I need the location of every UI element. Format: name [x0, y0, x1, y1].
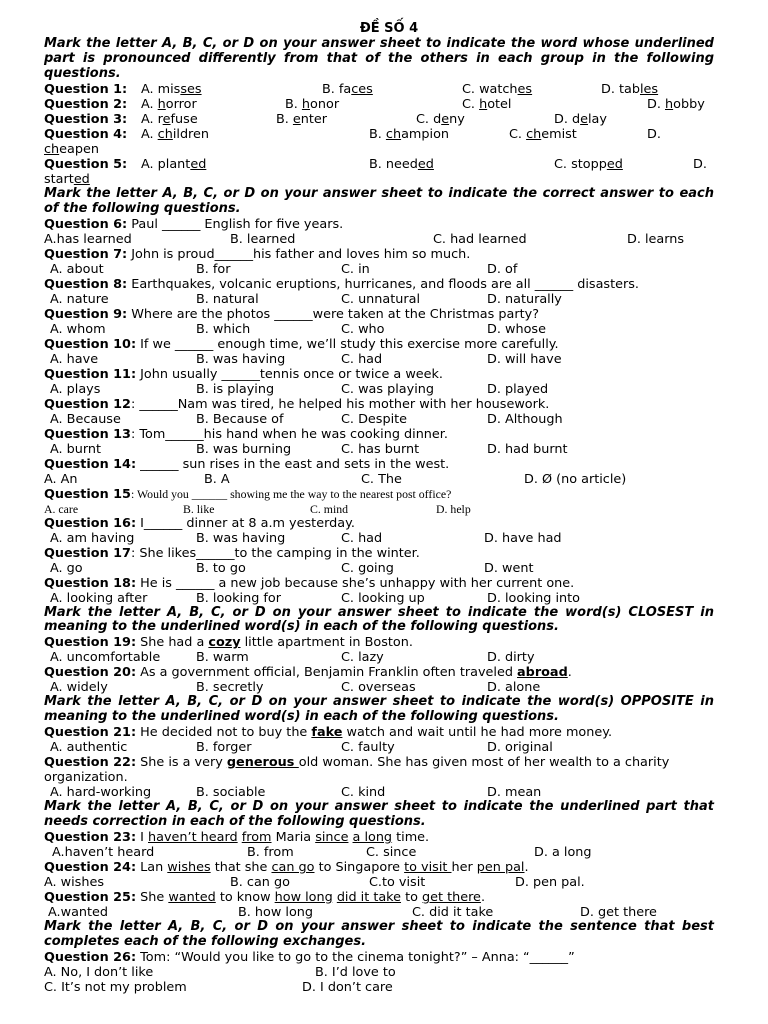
option-b[interactable]: B. A: [204, 471, 230, 487]
option-a[interactable]: A. Because: [50, 411, 121, 427]
option-c[interactable]: C. had: [341, 351, 383, 367]
option-b[interactable]: B. I’d love to: [315, 964, 396, 980]
option-b[interactable]: B. how long: [238, 904, 314, 920]
option-d[interactable]: D. original: [487, 740, 553, 756]
section-4-instruction: Mark the letter A, B, C, or D on your answer sheet to indicate the word(s) OPPOSITE in meaning to the underlined word(s) in each of the following questions.: [44, 694, 714, 725]
option-c[interactable]: C. mind: [310, 501, 349, 516]
option-d[interactable]: D. help: [436, 501, 471, 516]
question-22-stem: Question 22: She is a very generous old woman. She has given most of her wealth to a charity organization.: [44, 755, 670, 786]
option-a[interactable]: A. horror: [141, 96, 197, 112]
question-15-stem: Question 15: Would you ______ showing me the way to the nearest post office?: [44, 486, 452, 502]
option-c[interactable]: C. faulty: [341, 740, 395, 756]
question-8-options: [44, 292, 714, 307]
question-12-stem: Question 12: ______Nam was tired, he helped his mother with her housework.: [44, 396, 550, 412]
option-b[interactable]: B. sociable: [196, 785, 266, 801]
question-26-options-1: [44, 965, 714, 980]
option-a[interactable]: A. nature: [50, 291, 109, 307]
option-d[interactable]: D. had burnt: [487, 441, 568, 457]
option-c[interactable]: C. lazy: [341, 650, 384, 666]
question-5-wrap: started: [44, 171, 90, 187]
option-d[interactable]: D. a long: [534, 844, 592, 860]
section-5-instruction: Mark the letter A, B, C, or D on your answer sheet to indicate the underlined part that needs correction in each of the following questions.: [44, 799, 714, 830]
option-b[interactable]: B. was burning: [196, 441, 292, 457]
option-b[interactable]: B. needed: [369, 156, 434, 172]
option-a[interactable]: A. planted: [141, 156, 207, 172]
question-11-stem: Question 11: John usually ______tennis once or twice a week.: [44, 366, 444, 382]
option-b[interactable]: B. natural: [196, 291, 259, 307]
question-25-stem: Question 25: She wanted to know how long did it take to get there.: [44, 889, 486, 905]
question-16-options: [44, 531, 714, 546]
option-b[interactable]: B. honor: [285, 96, 340, 112]
option-a[interactable]: A.has learned: [44, 231, 132, 247]
option-b[interactable]: B. like: [183, 501, 215, 516]
question-25-options: [44, 905, 714, 920]
option-b[interactable]: B. was having: [196, 351, 286, 367]
option-b[interactable]: B. was having: [196, 530, 286, 546]
option-b[interactable]: B. can go: [230, 874, 290, 890]
option-d[interactable]: D. of: [487, 261, 518, 277]
option-d[interactable]: D. will have: [487, 351, 562, 367]
option-d[interactable]: D. get there: [580, 904, 657, 920]
question-19-options: [44, 650, 714, 665]
option-d[interactable]: D. mean: [487, 785, 542, 801]
question-20-options: [44, 680, 714, 695]
option-a[interactable]: A. care: [44, 501, 79, 516]
question-2: [44, 97, 714, 112]
option-c[interactable]: C. hotel: [462, 96, 512, 112]
question-1: [44, 82, 714, 97]
option-a[interactable]: A. An: [44, 471, 78, 487]
option-d[interactable]: D. learns: [627, 231, 685, 247]
option-d[interactable]: D. alone: [487, 680, 541, 696]
option-b[interactable]: B. which: [196, 321, 251, 337]
question-10-options: [44, 352, 714, 367]
question-19-stem: Question 19: She had a cozy little apartment in Boston.: [44, 635, 413, 651]
question-26-stem: Question 26: Tom: “Would you like to go to the cinema tonight?” – Anna: “______”: [44, 949, 575, 965]
option-a[interactable]: A. hard-working: [50, 785, 152, 801]
question-5: [44, 157, 714, 172]
option-a[interactable]: A. uncomfortable: [50, 650, 161, 666]
question-label: Question 4:: [44, 126, 128, 142]
option-a[interactable]: A. have: [50, 351, 99, 367]
option-d[interactable]: D. Ø (no article): [524, 471, 627, 487]
option-c[interactable]: C. kind: [341, 785, 386, 801]
option-b[interactable]: B. secretly: [196, 680, 264, 696]
question-9-stem: Question 9: Where are the photos ______were taken at the Christmas party?: [44, 306, 539, 322]
option-b[interactable]: B. looking for: [196, 590, 281, 606]
option-c[interactable]: C. had: [341, 530, 383, 546]
question-3: [44, 112, 714, 127]
option-c[interactable]: C. watches: [462, 81, 533, 97]
option-d[interactable]: D.: [693, 156, 707, 172]
option-c[interactable]: C. Despite: [341, 411, 408, 427]
question-label: Question 2:: [44, 96, 128, 112]
exam-document: [44, 20, 714, 995]
option-d[interactable]: D. naturally: [487, 291, 562, 307]
option-a[interactable]: A.haven’t heard: [52, 844, 155, 860]
question-14-stem: Question 14: ______ sun rises in the east and sets in the west.: [44, 456, 450, 472]
option-a[interactable]: A. am having: [50, 530, 135, 546]
question-15-options: [44, 502, 714, 516]
option-c[interactable]: C. overseas: [341, 680, 416, 696]
option-d[interactable]: D. played: [487, 381, 549, 397]
question-18-options: [44, 591, 714, 606]
option-b[interactable]: B. warm: [196, 650, 249, 666]
section-1-instruction: Mark the letter A, B, C, or D on your answer sheet to indicate the word whose underlined part is pronounced differently from that of the others in each group in the following questions.: [44, 36, 714, 81]
option-a[interactable]: A. about: [50, 261, 104, 277]
question-9-options: [44, 322, 714, 337]
question-6-options: [44, 232, 714, 247]
question-20-stem: Question 20: As a government official, Benjamin Franklin often traveled abroad.: [44, 665, 572, 681]
question-22-options: [44, 785, 714, 800]
option-a[interactable]: A. children: [141, 126, 210, 142]
option-d[interactable]: D. delay: [554, 111, 607, 127]
option-a[interactable]: A. go: [50, 560, 83, 576]
option-b[interactable]: B. learned: [230, 231, 296, 247]
option-b[interactable]: B. faces: [322, 81, 373, 97]
option-c[interactable]: C. going: [341, 560, 394, 576]
option-c[interactable]: C. It’s not my problem: [44, 979, 187, 995]
question-7-stem: Question 7: John is proud______his father and loves him so much.: [44, 246, 471, 262]
option-b[interactable]: B. forger: [196, 740, 252, 756]
question-21-options: [44, 740, 714, 755]
option-a[interactable]: A. whom: [50, 321, 106, 337]
question-23-stem: Question 23: I haven’t heard from Maria since a long time.: [44, 829, 430, 845]
option-b[interactable]: B. champion: [369, 126, 450, 142]
question-8-stem: Question 8: Earthquakes, volcanic eruptions, hurricanes, and floods are all ______ disasters.: [44, 276, 639, 292]
question-4: [44, 127, 714, 142]
option-b[interactable]: B. Because of: [196, 411, 284, 427]
option-a[interactable]: A. wishes: [44, 874, 105, 890]
option-b[interactable]: B. to go: [196, 560, 246, 576]
section-6-instruction: Mark the letter A, B, C, or D on your answer sheet to indicate the sentence that best completes each of the following exchanges.: [44, 918, 714, 949]
option-d[interactable]: D. tables: [601, 81, 659, 97]
question-label: Question 1:: [44, 81, 128, 97]
option-c[interactable]: C. did it take: [412, 904, 494, 920]
page-title: ĐỀ SỐ 4: [359, 21, 419, 36]
option-c[interactable]: C. unnatural: [341, 291, 421, 307]
option-b[interactable]: B. is playing: [196, 381, 275, 397]
option-a[interactable]: A. looking after: [50, 590, 148, 606]
question-4-wrap: cheapen: [44, 141, 99, 157]
question-23-options: [44, 845, 714, 860]
option-c[interactable]: C. The: [361, 471, 402, 487]
question-24-options: [44, 875, 714, 890]
option-a[interactable]: A. misses: [141, 81, 202, 97]
question-7-options: [44, 262, 714, 277]
option-a[interactable]: A. widely: [50, 680, 108, 696]
option-d[interactable]: D.: [647, 126, 661, 142]
question-11-options: [44, 382, 714, 397]
question-13-options: [44, 442, 714, 457]
option-c[interactable]: C. had learned: [433, 231, 527, 247]
option-c[interactable]: C. deny: [416, 111, 465, 127]
option-a[interactable]: A.wanted: [48, 904, 109, 920]
option-c[interactable]: C. in: [341, 261, 370, 277]
question-6-stem: Question 6: Paul ______ English for five years.: [44, 216, 344, 232]
option-d[interactable]: D. went: [484, 560, 534, 576]
option-c[interactable]: C. who: [341, 321, 385, 337]
question-17-options: [44, 561, 714, 576]
option-d[interactable]: D. I don’t care: [302, 979, 393, 995]
question-18-stem: Question 18: He is ______ a new job because she’s unhappy with her current one.: [44, 575, 575, 591]
question-17-stem: Question 17: She likes______to the camping in the winter.: [44, 545, 420, 561]
section-2-instruction: Mark the letter A, B, C, or D on your answer sheet to indicate the correct answer to each of the following questions.: [44, 185, 714, 216]
option-c[interactable]: C. has burnt: [341, 441, 420, 457]
option-b[interactable]: B. for: [196, 261, 231, 277]
option-c[interactable]: C. looking up: [341, 590, 425, 606]
question-12-options: [44, 412, 714, 427]
question-16-stem: Question 16: I______ dinner at 8 a.m yesterday.: [44, 515, 355, 531]
question-13-stem: Question 13: Tom______his hand when he was cooking dinner.: [44, 426, 448, 442]
option-a[interactable]: A. plays: [50, 381, 101, 397]
question-10-stem: Question 10: If we ______ enough time, we’ll study this exercise more carefully.: [44, 336, 559, 352]
option-c[interactable]: C. was playing: [341, 381, 434, 397]
question-21-stem: Question 21: He decided not to buy the fake watch and wait until he had more money.: [44, 725, 613, 741]
option-d[interactable]: D. dirty: [487, 650, 535, 666]
option-d[interactable]: D. looking into: [487, 590, 580, 606]
option-a[interactable]: A. burnt: [50, 441, 102, 457]
option-d[interactable]: D. pen pal.: [515, 874, 585, 890]
option-d[interactable]: D. have had: [484, 530, 562, 546]
option-d[interactable]: D. Although: [487, 411, 563, 427]
option-c[interactable]: C.to visit: [369, 874, 426, 890]
question-14-options: [44, 472, 714, 487]
option-d[interactable]: D. hobby: [647, 96, 705, 112]
option-c[interactable]: C. chemist: [509, 126, 577, 142]
option-d[interactable]: D. whose: [487, 321, 546, 337]
option-a[interactable]: A. refuse: [141, 111, 198, 127]
option-b[interactable]: B. from: [247, 844, 294, 860]
option-c[interactable]: C. since: [366, 844, 417, 860]
question-label: Question 5:: [44, 156, 128, 172]
option-b[interactable]: B. enter: [276, 111, 328, 127]
question-26-options-2: [44, 980, 714, 995]
option-c[interactable]: C. stopped: [554, 156, 623, 172]
option-a[interactable]: A. authentic: [50, 740, 128, 756]
option-a[interactable]: A. No, I don’t like: [44, 964, 154, 980]
question-24-stem: Question 24: Lan wishes that she can go to Singapore to visit her pen pal.: [44, 859, 529, 875]
section-3-instruction: Mark the letter A, B, C, or D on your answer sheet to indicate the word(s) CLOSEST in meaning to the underlined word(s) in each of the following questions.: [44, 604, 714, 635]
question-label: Question 3:: [44, 111, 128, 127]
